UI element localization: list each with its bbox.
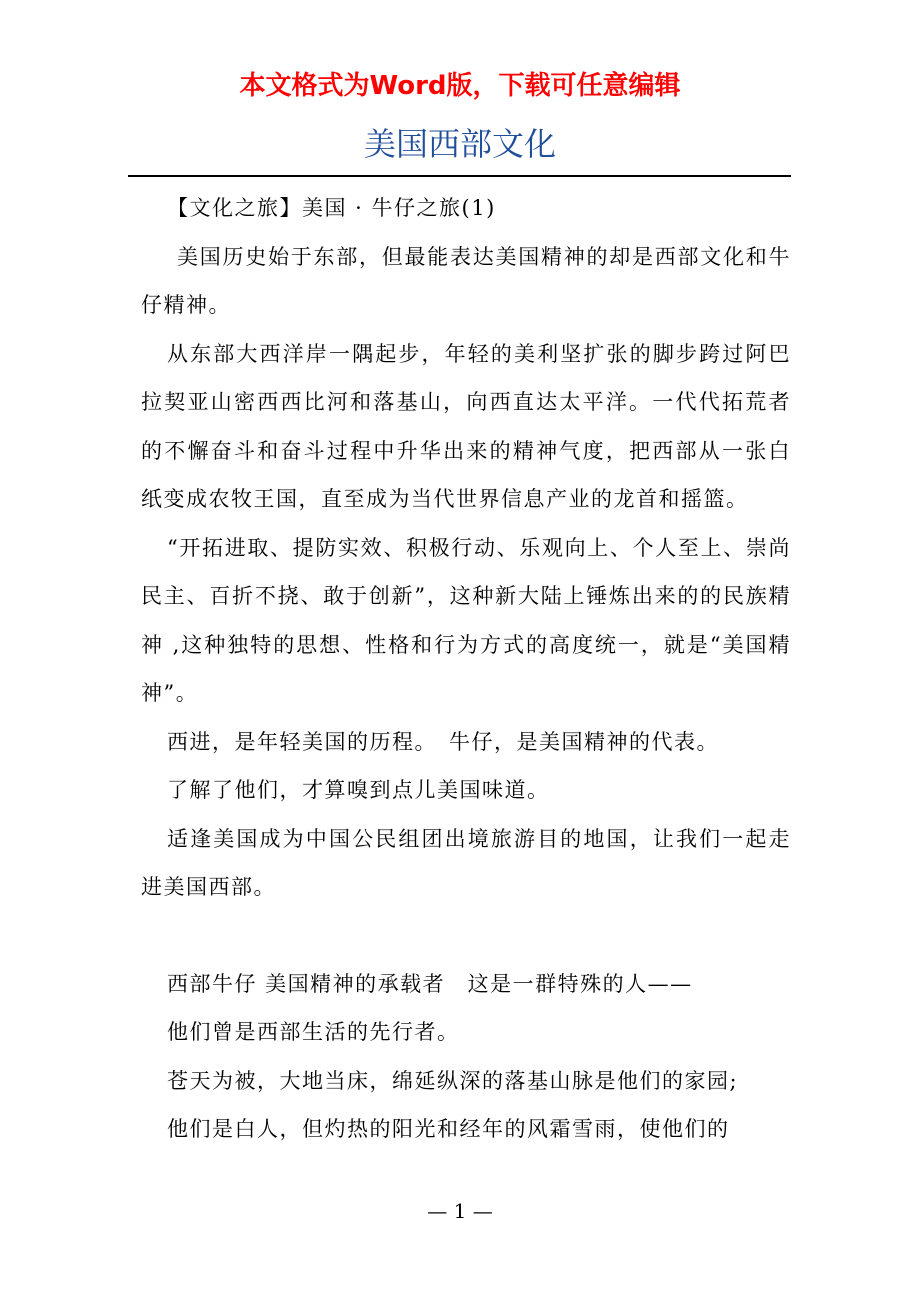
paragraph: “开拓进取、提防实效、积极行动、乐观向上、个人至上、崇尚民主、百折不挠、敢于创新”，这种新大陆上锤炼出来的的民族精神 ,这种独特的思想、性格和行为方式的高度统一，就是“美国精神”。 xyxy=(141,535,791,705)
page-number: — 1 — xyxy=(427,1199,493,1223)
paragraph: 他们是白人，但灼热的阳光和经年的风霜雪雨，使他们的 xyxy=(167,1117,730,1141)
paragraph: 他们曾是西部生活的先行者。 xyxy=(167,1020,460,1044)
paragraph-spacer xyxy=(141,912,791,960)
paragraph: 美国历史始于东部，但最能表达美国精神的却是西部文化和牛仔精神。 xyxy=(141,244,791,317)
paragraph: 西部牛仔 美国精神的承载者 这是一群特殊的人—— xyxy=(167,971,693,996)
paragraph: 了解了他们，才算嗅到点儿美国味道。 xyxy=(167,778,550,802)
title-divider xyxy=(128,175,791,177)
paragraph-section-heading: 【文化之旅】美国 · 牛仔之旅(1) xyxy=(167,196,496,220)
paragraph: 苍天为被，大地当床，绵延纵深的落基山脉是他们的家园; xyxy=(167,1068,739,1093)
document-body xyxy=(141,184,791,1154)
paragraph: 西进，是年轻美国的历程。 牛仔，是美国精神的代表。 xyxy=(167,729,719,754)
paragraph: 从东部大西洋岸一隅起步，年轻的美利坚扩张的脚步跨过阿巴拉契亚山密西西比河和落基山，向西直达太平洋。一代代拓荒者的不懈奋斗和奋斗过程中升华出来的精神气度，把西部从一张白纸变成农牧王国，直至成为当代世界信息产业的龙首和摇篮。 xyxy=(141,341,791,511)
paragraph: 适逢美国成为中国公民组团出境旅游目的地国，让我们一起走进美国西部。 xyxy=(141,826,791,899)
download-notice-banner: 本文格式为Word版，下载可任意编辑 xyxy=(239,71,681,101)
document-title: 美国西部文化 xyxy=(363,125,556,163)
